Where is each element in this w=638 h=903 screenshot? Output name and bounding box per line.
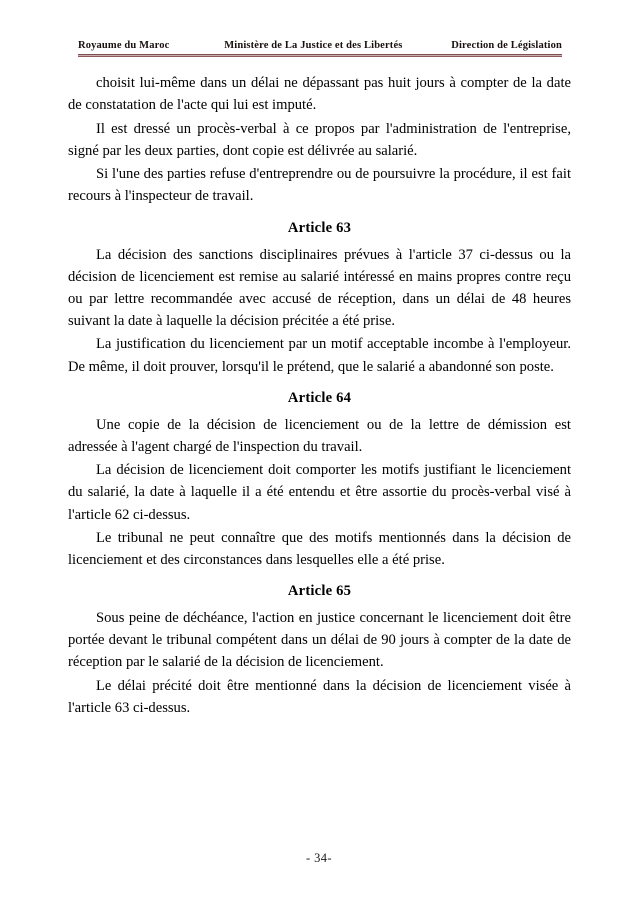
body-paragraph: choisit lui-même dans un délai ne dépassant pas huit jours à compter de la date de constatation de l'acte qui lui est imputé. — [68, 75, 571, 114]
body-paragraph: Une copie de la décision de licenciement ou de la lettre de démission est adressée à l'agent chargé de l'inspection du travail. — [68, 416, 571, 455]
header-kingdom-label: Royaume du Maroc — [78, 40, 170, 51]
header-row — [78, 40, 562, 51]
article-heading: Article 64 — [287, 389, 352, 406]
body-paragraph: La justification du licenciement par un motif acceptable incombe à l'employeur. De même, il doit prouver, lorsqu'il le prétend, que le salarié a abandonné son poste. — [68, 336, 571, 375]
document-body — [68, 72, 571, 719]
page-number: - 34- — [306, 851, 332, 865]
body-paragraph: Il est dressé un procès-verbal à ce propos par l'administration de l'entreprise, signé par les deux parties, dont copie est délivrée au salarié. — [68, 120, 571, 159]
header-divider-rule — [78, 54, 562, 57]
body-paragraph: Le tribunal ne peut connaître que des motifs mentionnés dans la décision de licenciement et des circonstances dans lesquelles elle a été prise. — [68, 530, 571, 569]
body-paragraph: Si l'une des parties refuse d'entreprendre ou de poursuivre la procédure, il est fait recours à l'inspecteur de travail. — [68, 166, 571, 205]
body-paragraph: Le délai précité doit être mentionné dans la décision de licenciement visée à l'article 63 ci-dessus. — [68, 678, 571, 717]
body-paragraph: La décision des sanctions disciplinaires prévues à l'article 37 ci-dessus ou la décision de licenciement est remise au salarié intéressé en mains propres contre reçu ou par lettre recommandée avec accusé de réception, dans un délai de 48 heures suivant la date à laquelle la décision précitée a été prise. — [68, 246, 571, 329]
page-header — [78, 40, 562, 57]
article-heading: Article 65 — [287, 583, 352, 600]
body-paragraph: Sous peine de déchéance, l'action en justice concernant le licenciement doit être portée devant le tribunal compétent dans un délai de 90 jours à compter de la date de réception par le salarié de la décision de licenciement. — [68, 610, 571, 671]
body-paragraph: La décision de licenciement doit comporter les motifs justifiant le licenciement du salarié, la date à laquelle il a été entendu et être assortie du procès-verbal visé à l'article 62 ci-dessus. — [68, 462, 571, 523]
header-ministry-label: Ministère de La Justice et des Libertés — [224, 40, 403, 51]
article-heading: Article 63 — [287, 219, 352, 236]
header-direction-label: Direction de Législation — [451, 40, 562, 51]
